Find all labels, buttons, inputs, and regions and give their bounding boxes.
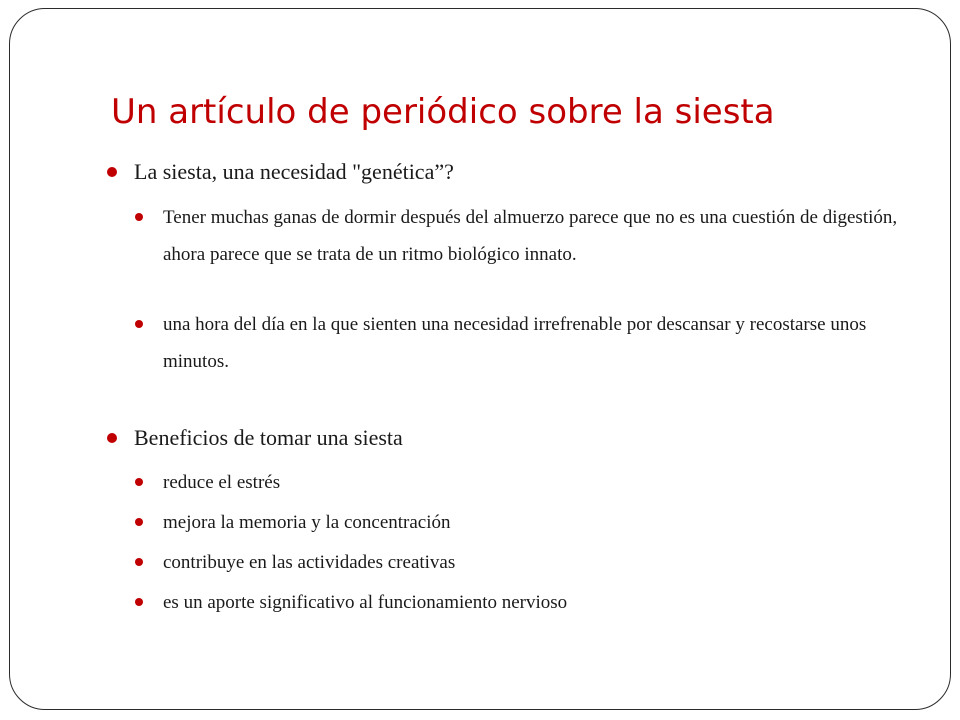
bullet-icon: [135, 213, 143, 221]
bullet-icon: [107, 433, 117, 443]
list-item: una hora del día en la que sienten una necesidad irrefrenable por descansar y recostarse unos minutos.: [163, 314, 867, 372]
list-item: reduce el estrés: [163, 472, 281, 493]
bullet-icon: [135, 518, 143, 526]
bullet-icon: [107, 167, 117, 177]
list-item: es un aporte significativo al funcionamiento nervioso: [163, 592, 568, 613]
list-item: mejora la memoria y la concentración: [163, 512, 451, 533]
bullet-icon: [135, 478, 143, 486]
bullet-icon: [135, 320, 143, 328]
list-item: Tener muchas ganas de dormir después del almuerzo parece que no es una cuestión de digestión, ahora parece que se trata de un ritmo biológico innato.: [163, 207, 898, 265]
section-heading: Beneficios de tomar una siesta: [134, 425, 403, 450]
bullet-icon: [135, 598, 143, 606]
section-heading: La siesta, una necesidad "genética”?: [134, 159, 454, 184]
slide-title: Un artículo de periódico sobre la siesta: [111, 92, 775, 132]
bullet-icon: [135, 558, 143, 566]
list-item: contribuye en las actividades creativas: [163, 552, 456, 573]
